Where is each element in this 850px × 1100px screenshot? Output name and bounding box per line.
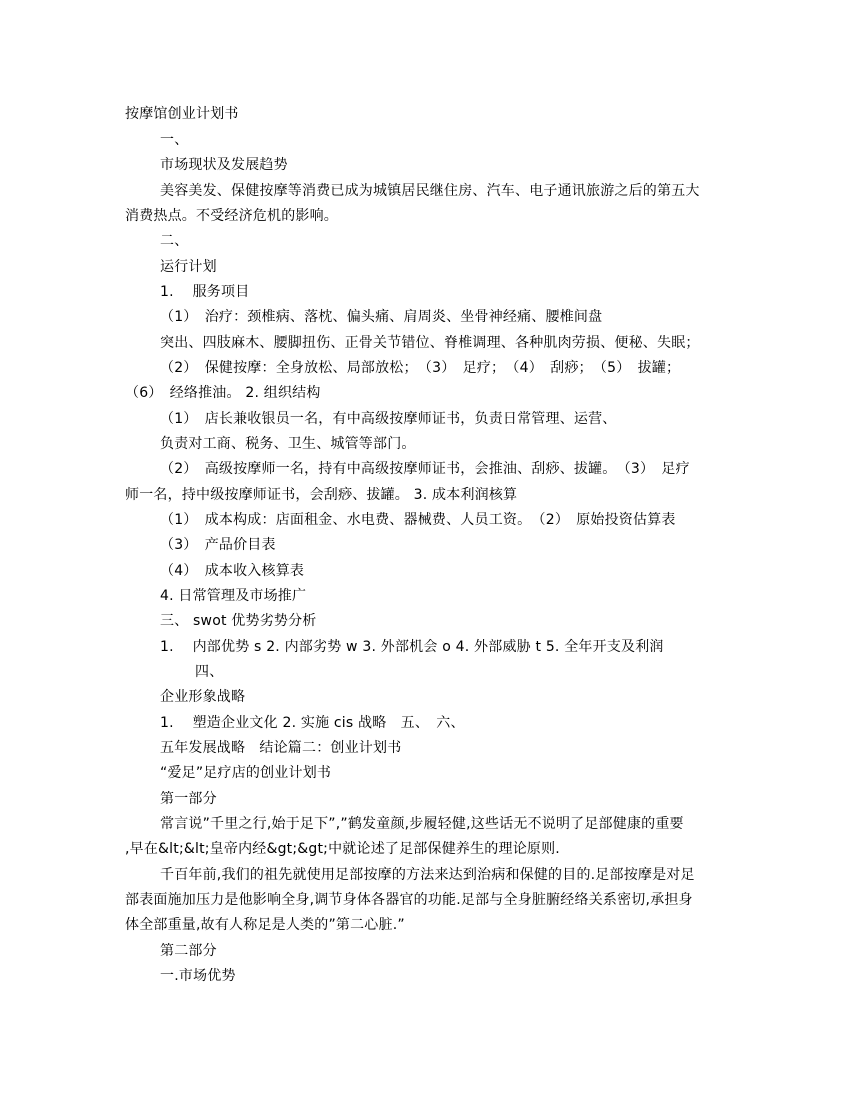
list-item: （6） 经络推油。 2. 组织结构 — [125, 385, 321, 401]
list-item: 1. 内部优势 s 2. 内部劣势 w 3. 外部机会 o 4. 外部威胁 t 5. 全年开支及利润 — [160, 639, 664, 655]
part-heading: 第一部分 — [160, 791, 217, 807]
list-item: 1. 服务项目 — [160, 284, 250, 300]
paragraph-line: ,早在&lt;&lt;皇帝内经&gt;&gt;中就论述了足部保健养生的理论原则. — [125, 841, 560, 857]
paragraph-line: 体全部重量,故有人称足是人类的”第二心脏.” — [125, 917, 405, 933]
paragraph-line: 师一名，持中级按摩师证书，会刮痧、拔罐。 3. 成本利润核算 — [125, 487, 518, 503]
list-item: （2） 保健按摩：全身放松、局部放松； （3） 足疗； （4） 刮痧； （5） 拔罐； — [160, 360, 681, 376]
section-heading: 市场现状及发展趋势 — [160, 157, 288, 173]
paragraph-line: 常言说”千里之行,始于足下”,”鹤发童颜,步履轻健,这些话无不说明了足部健康的重要 — [160, 816, 684, 832]
paragraph-line: 消费热点。不受经济危机的影响。 — [125, 208, 338, 224]
paragraph-line: 美容美发、保健按摩等消费已成为城镇居民继住房、汽车、电子通讯旅游之后的第五大 — [160, 183, 700, 199]
list-item: 1. 塑造企业文化 2. 实施 cis 战略 五、 六、 — [160, 715, 465, 731]
section-heading: 运行计划 — [160, 259, 217, 275]
sub-title: “爱足”足疗店的创业计划书 — [160, 765, 332, 781]
section-number: 二、 — [160, 233, 189, 249]
list-item: （1） 治疗：颈椎病、落枕、偏头痛、肩周炎、坐骨神经痛、腰椎间盘 — [160, 309, 603, 325]
list-item: （3） 产品价目表 — [160, 537, 276, 553]
paragraph-line: 突出、四肢麻木、腰脚扭伤、正骨关节错位、脊椎调理、各种肌肉劳损、便秘、失眠； — [160, 335, 700, 351]
paragraph-line: 千百年前,我们的祖先就使用足部按摩的方法来达到治病和保健的目的.足部按摩是对足 — [160, 867, 695, 883]
list-item: （4） 成本收入核算表 — [160, 563, 305, 579]
section-heading: 一.市场优势 — [160, 968, 236, 984]
section-heading: 五年发展战略 结论篇二：创业计划书 — [160, 740, 402, 756]
section-heading: 三、 swot 优势劣势分析 — [160, 613, 317, 629]
section-number: 一、 — [160, 132, 189, 148]
list-item: （1） 店长兼收银员一名，有中高级按摩师证书，负责日常管理、运营、 — [160, 411, 617, 427]
list-item: （1） 成本构成：店面租金、水电费、器械费、人员工资。 （2） 原始投资估算表 — [160, 512, 676, 528]
part-heading: 第二部分 — [160, 943, 217, 959]
section-number: 四、 — [195, 664, 224, 680]
list-item: 4. 日常管理及市场推广 — [160, 588, 307, 604]
list-item: （2） 高级按摩师一名，持有中高级按摩师证书，会推油、刮痧、拔罐。 （3） 足疗 — [160, 461, 690, 477]
paragraph-line: 负责对工商、税务、卫生、城管等部门。 — [160, 436, 416, 452]
section-heading: 企业形象战略 — [160, 689, 246, 705]
doc-title: 按摩馆创业计划书 — [125, 106, 239, 122]
paragraph-line: 部表面施加压力是他影响全身,调节身体各器官的功能.足部与全身脏腑经络关系密切,承担身 — [125, 892, 693, 908]
